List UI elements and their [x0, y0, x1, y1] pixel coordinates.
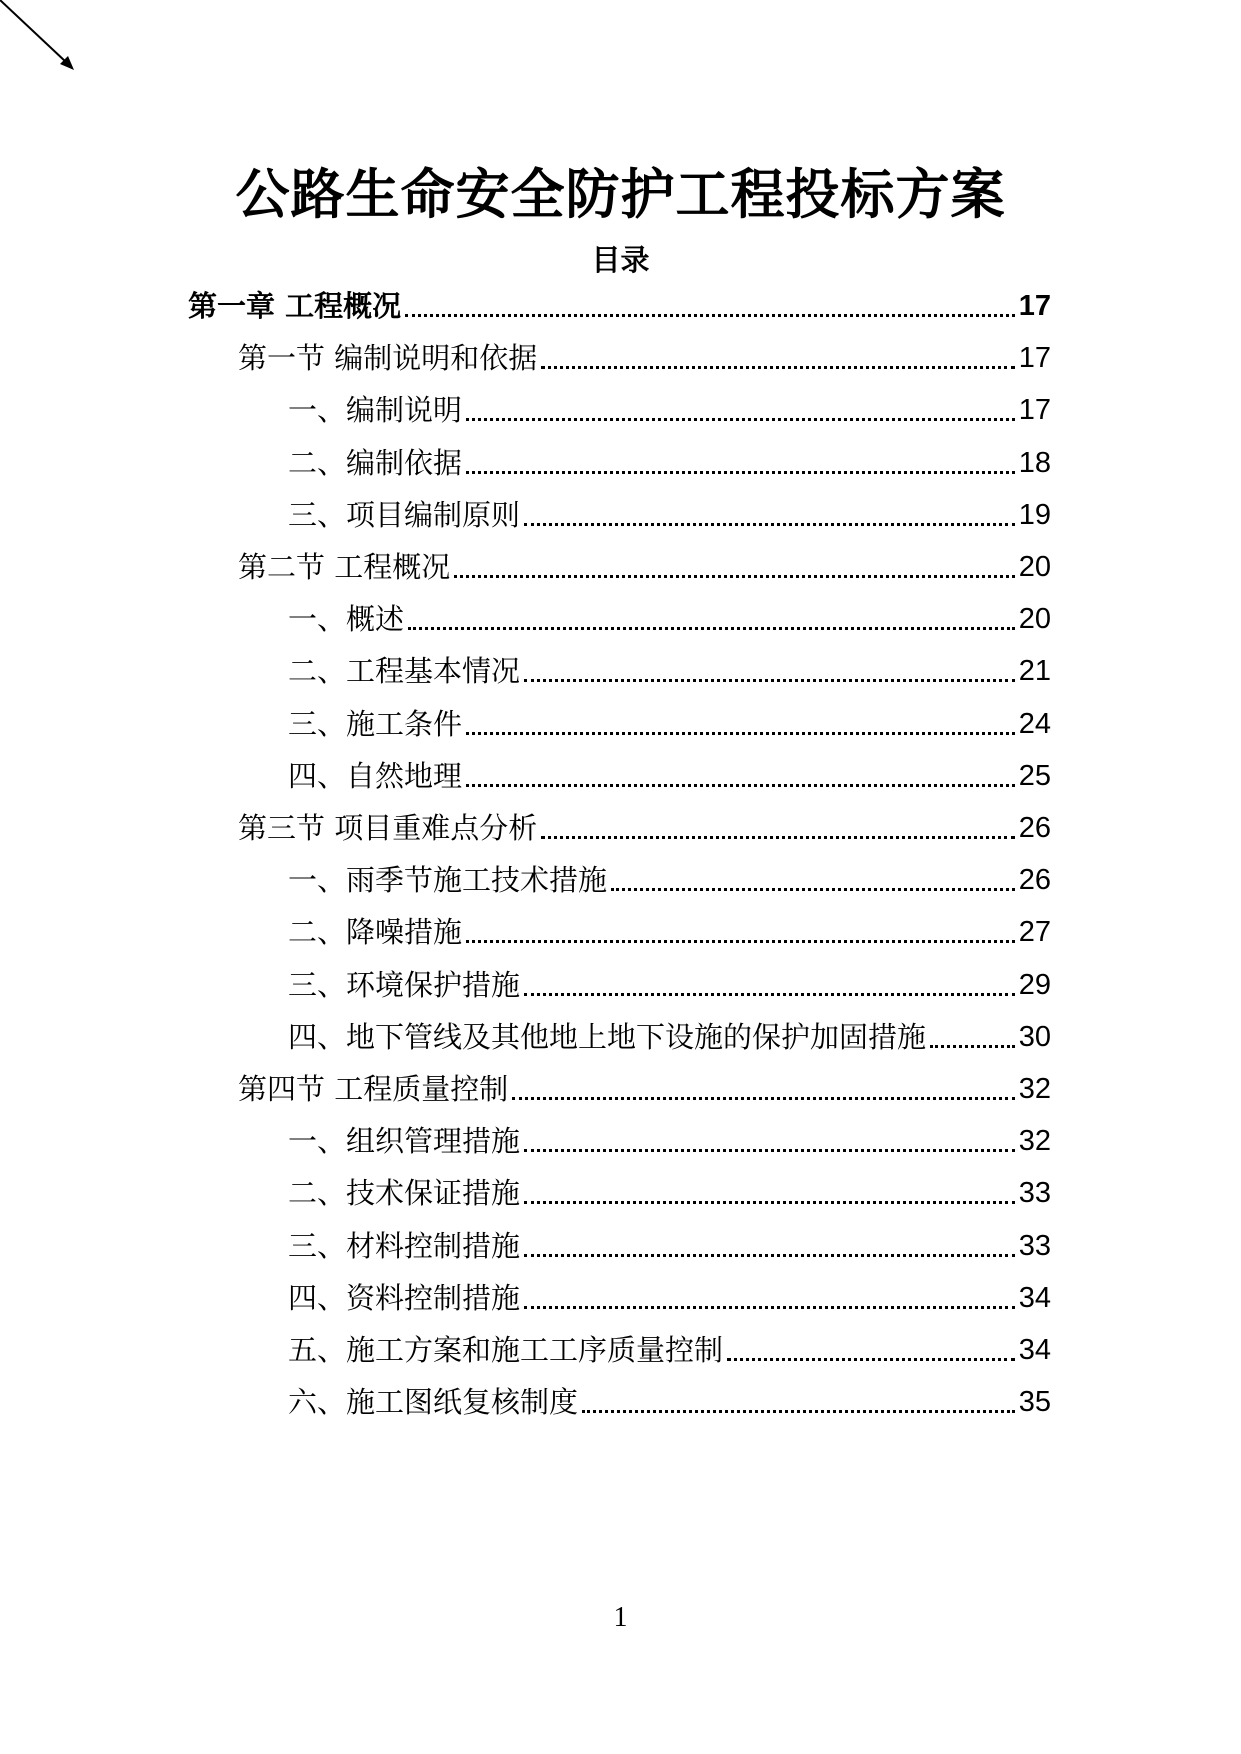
- toc-entry[interactable]: [288, 599, 1051, 639]
- toc-entry-label: 第二节 工程概况: [238, 550, 451, 584]
- toc-entry-page: 20: [1018, 551, 1051, 583]
- toc-entry-label: 二、降噪措施: [288, 915, 463, 950]
- toc-dot-leader: [727, 1358, 1015, 1361]
- toc-entry[interactable]: [288, 1226, 1051, 1266]
- toc-entry[interactable]: [288, 860, 1051, 900]
- toc-dot-leader: [524, 1306, 1015, 1309]
- toc-entry-label: 三、环境保护措施: [288, 967, 521, 1002]
- toc-entry-page: 17: [1018, 394, 1051, 427]
- toc-entry-page: 21: [1018, 655, 1051, 688]
- toc-entry-label: 二、技术保证措施: [288, 1176, 521, 1211]
- toc-entry-label: 三、项目编制原则: [288, 497, 521, 532]
- toc-entry-page: 34: [1018, 1281, 1051, 1314]
- toc-entry-page: 17: [1018, 290, 1051, 322]
- toc-entry-label: 第三节 项目重难点分析: [238, 811, 538, 845]
- toc-entry-page: 30: [1018, 1020, 1051, 1053]
- toc-dot-leader: [405, 314, 1015, 317]
- toc-entry[interactable]: [288, 1278, 1051, 1318]
- toc-dot-leader: [512, 1097, 1015, 1100]
- toc-entry[interactable]: [288, 1382, 1051, 1422]
- toc-dot-leader: [524, 679, 1015, 682]
- toc-entry-label: 一、概述: [288, 602, 405, 637]
- toc-heading: 目录: [591, 243, 650, 277]
- toc-entry-page: 29: [1018, 968, 1051, 1001]
- toc-dot-leader: [408, 627, 1015, 630]
- toc-entry-page: 26: [1018, 864, 1051, 897]
- toc-entry[interactable]: [288, 1017, 1051, 1057]
- toc-entry[interactable]: [288, 1173, 1051, 1213]
- toc-entry-page: 34: [1018, 1334, 1051, 1366]
- toc-dot-leader: [466, 784, 1015, 787]
- toc-entry[interactable]: [238, 808, 1051, 848]
- toc-entry-page: 35: [1018, 1386, 1051, 1419]
- toc-entry-page: 26: [1018, 812, 1051, 844]
- page-number: 1: [613, 1602, 628, 1633]
- toc-entry-label: 第一节 编制说明和依据: [238, 341, 538, 376]
- toc-entry[interactable]: [238, 1069, 1051, 1109]
- toc-entry-label: 三、材料控制措施: [288, 1228, 521, 1263]
- toc-dot-leader: [466, 940, 1015, 943]
- toc-dot-leader: [466, 732, 1015, 735]
- toc-dot-leader: [611, 888, 1015, 891]
- toc-entry-page: 18: [1018, 446, 1051, 479]
- toc-entry-page: 33: [1018, 1177, 1051, 1210]
- toc-entry-page: 32: [1018, 1073, 1051, 1105]
- toc-entry[interactable]: [288, 965, 1051, 1005]
- toc-entry[interactable]: [188, 286, 1051, 326]
- toc-entry-label: 一、编制说明: [288, 393, 463, 428]
- toc-entry-label: 一、组织管理措施: [288, 1124, 521, 1159]
- toc-entry[interactable]: [288, 495, 1051, 535]
- toc-entry-page: 32: [1018, 1125, 1051, 1158]
- toc-entry[interactable]: [288, 651, 1051, 691]
- toc-dot-leader: [541, 836, 1015, 839]
- toc-entry[interactable]: [288, 443, 1051, 483]
- toc-entry-page: 20: [1018, 603, 1051, 636]
- toc-entry[interactable]: [238, 338, 1051, 378]
- toc-dot-leader: [541, 366, 1015, 369]
- toc-entry-label: 四、资料控制措施: [288, 1280, 521, 1315]
- toc-dot-leader: [524, 993, 1015, 996]
- toc-dot-leader: [524, 1254, 1015, 1257]
- toc-entry-page: 19: [1018, 498, 1051, 531]
- toc-entry[interactable]: [288, 912, 1051, 952]
- toc-entry-label: 五、施工方案和施工工序质量控制: [288, 1333, 724, 1367]
- toc-entry[interactable]: [288, 1121, 1051, 1161]
- toc-entry[interactable]: [288, 756, 1051, 796]
- toc-entry-label: 二、编制依据: [288, 445, 463, 480]
- toc-entry-label: 第一章 工程概况: [188, 289, 402, 323]
- toc-entry-label: 三、施工条件: [288, 706, 463, 741]
- toc-entry-label: 四、自然地理: [288, 758, 463, 793]
- toc-entry-label: 第四节 工程质量控制: [238, 1072, 509, 1106]
- toc-entry-label: 一、雨季节施工技术措施: [288, 863, 608, 898]
- toc-entry-page: 24: [1018, 707, 1051, 740]
- toc-dot-leader: [466, 471, 1015, 474]
- toc-entry-page: 27: [1018, 916, 1051, 949]
- toc-dot-leader: [524, 1149, 1015, 1152]
- toc-entry[interactable]: [288, 1330, 1051, 1370]
- toc-entry-page: 17: [1018, 342, 1051, 375]
- toc-entry-page: 25: [1018, 759, 1051, 792]
- document-title: 公路生命安全防护工程投标方案: [235, 163, 1006, 226]
- toc-dot-leader: [524, 523, 1015, 526]
- toc-dot-leader: [454, 575, 1015, 578]
- toc-dot-leader: [524, 1201, 1015, 1204]
- corner-arrow-icon: [0, 0, 90, 80]
- toc-entry-label: 四、地下管线及其他地上地下设施的保护加固措施: [288, 1019, 927, 1054]
- toc-entry[interactable]: [238, 547, 1051, 587]
- toc-dot-leader: [930, 1045, 1015, 1048]
- toc-dot-leader: [466, 418, 1015, 421]
- toc-dot-leader: [582, 1410, 1015, 1413]
- toc-entry[interactable]: [288, 390, 1051, 430]
- toc-entry-label: 六、施工图纸复核制度: [288, 1385, 579, 1420]
- toc-entry-page: 33: [1018, 1229, 1051, 1262]
- toc-entry[interactable]: [288, 704, 1051, 744]
- toc-entry-label: 二、工程基本情况: [288, 654, 521, 689]
